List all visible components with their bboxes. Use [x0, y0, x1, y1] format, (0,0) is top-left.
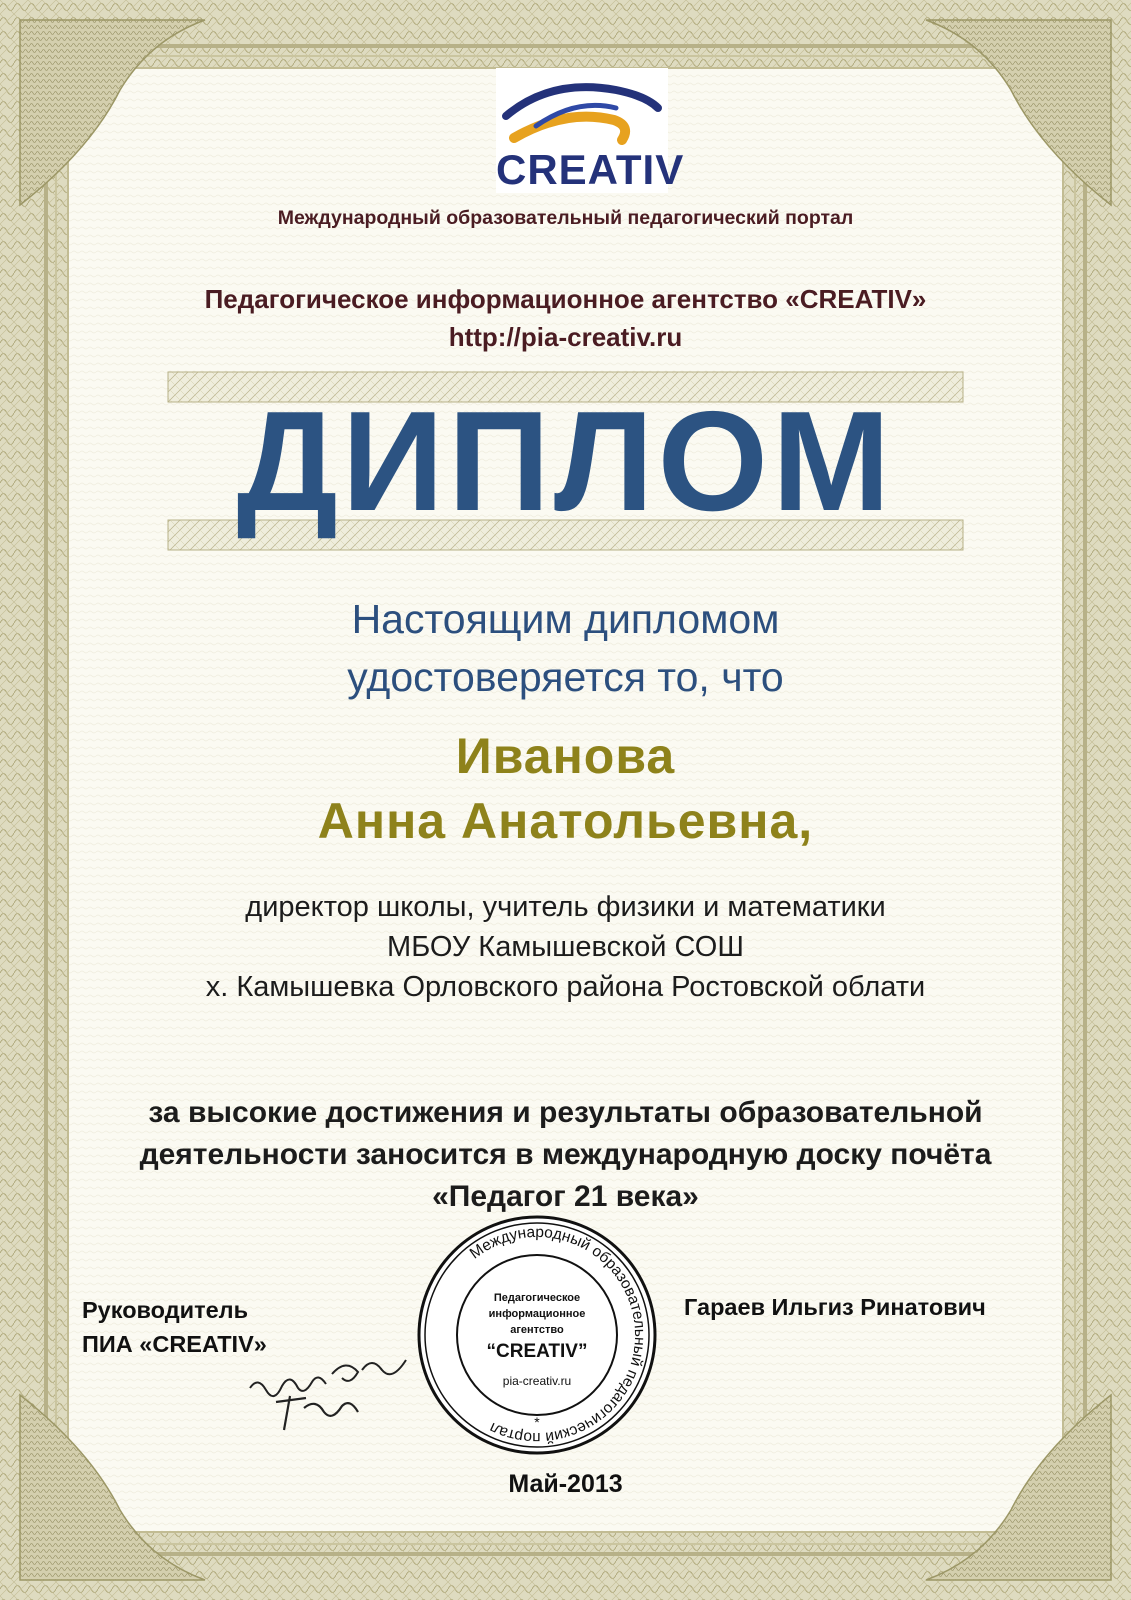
position-line-1: директор школы, учитель физики и математики	[245, 891, 886, 923]
stamp-inner-name: “CREATIV”	[486, 1341, 588, 1362]
portal-logo	[496, 68, 685, 193]
diploma-title: ДИПЛОМ	[236, 382, 895, 541]
signer-role	[82, 1293, 267, 1361]
recipient-name: Анна Анатольевна,	[317, 793, 814, 849]
stamp-star: *	[534, 1414, 540, 1430]
agency-name: Педагогическое информационное агентство «CREATIV»	[204, 284, 927, 314]
logo-wordmark: CREATIV	[496, 146, 685, 193]
award-line-3: «Педагог 21 века»	[432, 1180, 699, 1213]
official-stamp	[417, 1215, 657, 1455]
award-line-1: за высокие достижения и результаты образовательной	[148, 1096, 983, 1129]
award-line-2: деятельности заносится в международную доску почёта	[139, 1138, 992, 1171]
signer-name: Гараев Ильгиз Ринатович	[684, 1294, 986, 1320]
stamp-inner-line-1: Педагогическое	[493, 1292, 581, 1304]
agency-url: http://pia-creativ.ru	[448, 322, 683, 352]
position-line-2: МБОУ Камышевской СОШ	[387, 931, 744, 963]
intro-line-1: Настоящим дипломом	[351, 596, 780, 642]
stamp-outer-text: Международный образовательный педагогический портал	[466, 1223, 649, 1447]
signer-role-line-2: ПИА «CREATIV»	[82, 1331, 267, 1357]
position-line-3: х. Камышевка Орловского района Ростовской облати	[205, 971, 926, 1003]
handwritten-signature	[246, 1352, 416, 1434]
stamp-inner-url: pia-creativ.ru	[502, 1374, 572, 1388]
stamp-inner-line-2: информационное	[488, 1308, 586, 1320]
stamp-inner-line-3: агентство	[510, 1324, 564, 1336]
signer-role-line-1: Руководитель	[82, 1297, 249, 1323]
intro-line-2: удостоверяется то, что	[347, 654, 784, 700]
issue-date: Май-2013	[508, 1470, 623, 1498]
recipient-surname: Иванова	[455, 728, 676, 784]
portal-tagline: Международный образовательный педагогический портал	[277, 207, 854, 229]
